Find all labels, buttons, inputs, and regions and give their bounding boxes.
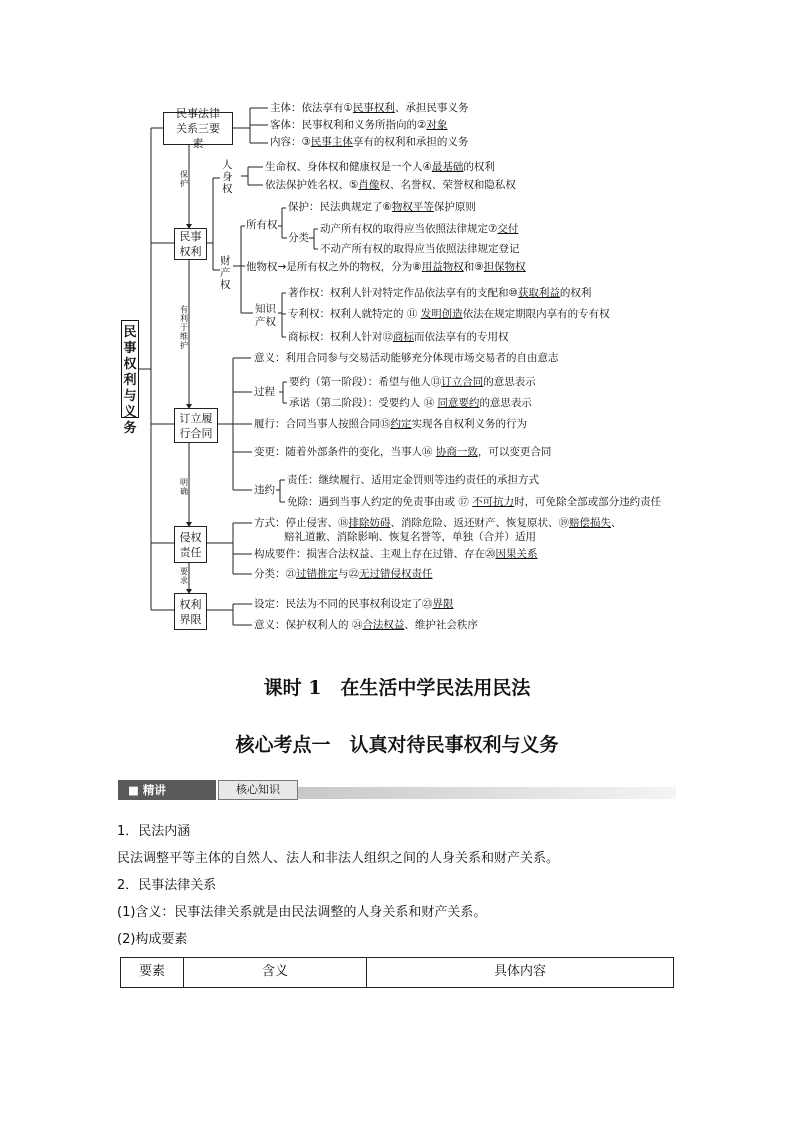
contract-process-label: 过程 xyxy=(254,386,275,398)
ip-copyright: 著作权：权利人针对特定作品依法享有的支配和⑩获取利益的权利 xyxy=(288,287,592,299)
table-header-cell: 具体内容 xyxy=(367,958,674,988)
limit-set: 设定：民法为不同的民事权利设定了㉓界限 xyxy=(254,598,454,610)
heading-1: 1．民法内涵 xyxy=(117,824,191,839)
contract-offer: 要约（第一阶段）：希望与他人⑬订立合同的意思表示 xyxy=(289,376,536,388)
contract-accept: 承诺（第二阶段）：受要约人 ⑭ 同意要约的意思表示 xyxy=(289,397,532,409)
section-title: 核心考点一 认真对待民事权利与义务 xyxy=(235,734,559,756)
legal-content: 内容：③民事主体享有的权利和承担的义务 xyxy=(270,136,469,148)
elements-table xyxy=(120,957,674,988)
other-property-rights: 他物权→是所有权之外的物权，分为⑧用益物权和⑨担保物权 xyxy=(246,261,526,273)
table-header-cell: 含义 xyxy=(184,958,367,988)
contract-breach-resp: 责任：继续履行、适用定金罚则等违约责任的承担方式 xyxy=(287,474,539,486)
paragraph-2: (1)含义：民事法律关系就是由民法调整的人身关系和财产关系。 xyxy=(117,905,487,920)
property-rights-label: 财产权 xyxy=(220,255,231,291)
civil-rights-box: 民事权利 xyxy=(174,228,207,260)
limit-meaning: 意义：保护权利人的 ㉔合法权益、维护社会秩序 xyxy=(254,619,478,631)
paragraph-3: (2)构成要素 xyxy=(117,932,188,947)
label-protect: 保护 xyxy=(180,170,188,188)
personal-rights-1: 生命权、身体权和健康权是一个人④最基础的权利 xyxy=(265,161,495,173)
ownership-label: 所有权 xyxy=(246,219,278,231)
contract-meaning: 意义：利用合同参与交易活动能够充分体现市场交易者的自由意志 xyxy=(254,352,559,364)
rights-limit-box: 权利界限 xyxy=(174,593,207,630)
ip-trademark: 商标权：权利人针对⑫商标而依法享有的专用权 xyxy=(288,331,509,343)
legal-object: 客体：民事权利和义务所指向的②对象 xyxy=(270,119,448,131)
section-bar xyxy=(118,780,676,800)
label-require: 要求 xyxy=(180,567,188,585)
tort-way: 方式：停止侵害、⑱排除妨碍、消除危险、返还财产、恢复原状、⑲赔偿损失、 xyxy=(254,517,622,529)
table-header-row xyxy=(121,958,674,988)
label-clarify: 明确 xyxy=(180,478,188,496)
tort-way-2: 赔礼道歉、消除影响、恢复名誉等，单独（合并）适用 xyxy=(284,531,536,543)
legal-subject: 主体：依法享有①民事权利、承担民事义务 xyxy=(270,102,469,114)
lesson-title: 课时 1 在生活中学民法用民法 xyxy=(263,677,531,699)
label-realize: 有利于维护 xyxy=(180,305,188,350)
tort-box: 侵权责任 xyxy=(174,526,207,563)
ownership-class: 分类 xyxy=(288,232,309,244)
ownership-immovable: 不动产所有权的取得应当依照法律规定登记 xyxy=(320,243,520,255)
legal-relation-box: 民事法律关系三要素 xyxy=(163,112,233,145)
table-header-cell: 要素 xyxy=(121,958,184,988)
ownership-protect: 保护：民法典规定了⑥物权平等保护原则 xyxy=(288,201,476,213)
tort-class: 分类：㉑过错推定与㉒无过错侵权责任 xyxy=(254,568,433,580)
paragraph-1: 民法调整平等主体的自然人、法人和非法人组织之间的人身关系和财产关系。 xyxy=(117,851,560,866)
bar-gradient xyxy=(298,787,676,799)
tort-elements: 构成要件：损害合法权益、主观上存在过错、存在⑳因果关系 xyxy=(254,548,538,560)
contract-change: 变更：随着外部条件的变化，当事人⑯ 协商一致，可以变更合同 xyxy=(254,446,552,458)
ip-patent: 专利权：权利人就特定的 ⑪ 发明创造依法在规定期限内享有的专有权 xyxy=(288,308,610,320)
personal-rights-label: 人身权 xyxy=(222,159,233,195)
ownership-movable: 动产所有权的取得应当依照法律规定⑦交付 xyxy=(320,223,519,235)
bar-tag-core: 核心知识 xyxy=(218,780,298,800)
ip-label: 知识产权 xyxy=(255,303,276,328)
contract-breach-exempt: 免除：遇到当事人约定的免责事由或 ⑰ 不可抗力时，可免除全部或部分违约责任 xyxy=(287,496,662,508)
contract-breach-label: 违约 xyxy=(254,484,275,496)
bar-tag-jingjiang: ■ 精讲 xyxy=(118,780,216,800)
contract-perform: 履行：合同当事人按照合同⑮约定实现各自权利义务的行为 xyxy=(254,418,527,430)
contract-box: 订立履行合同 xyxy=(174,408,218,443)
heading-2: 2．民事法律关系 xyxy=(117,878,217,893)
mindmap-root: 民事权利与义务 xyxy=(121,320,139,418)
personal-rights-2: 依法保护姓名权、⑤肖像权、名誉权、荣誉权和隐私权 xyxy=(265,179,516,191)
